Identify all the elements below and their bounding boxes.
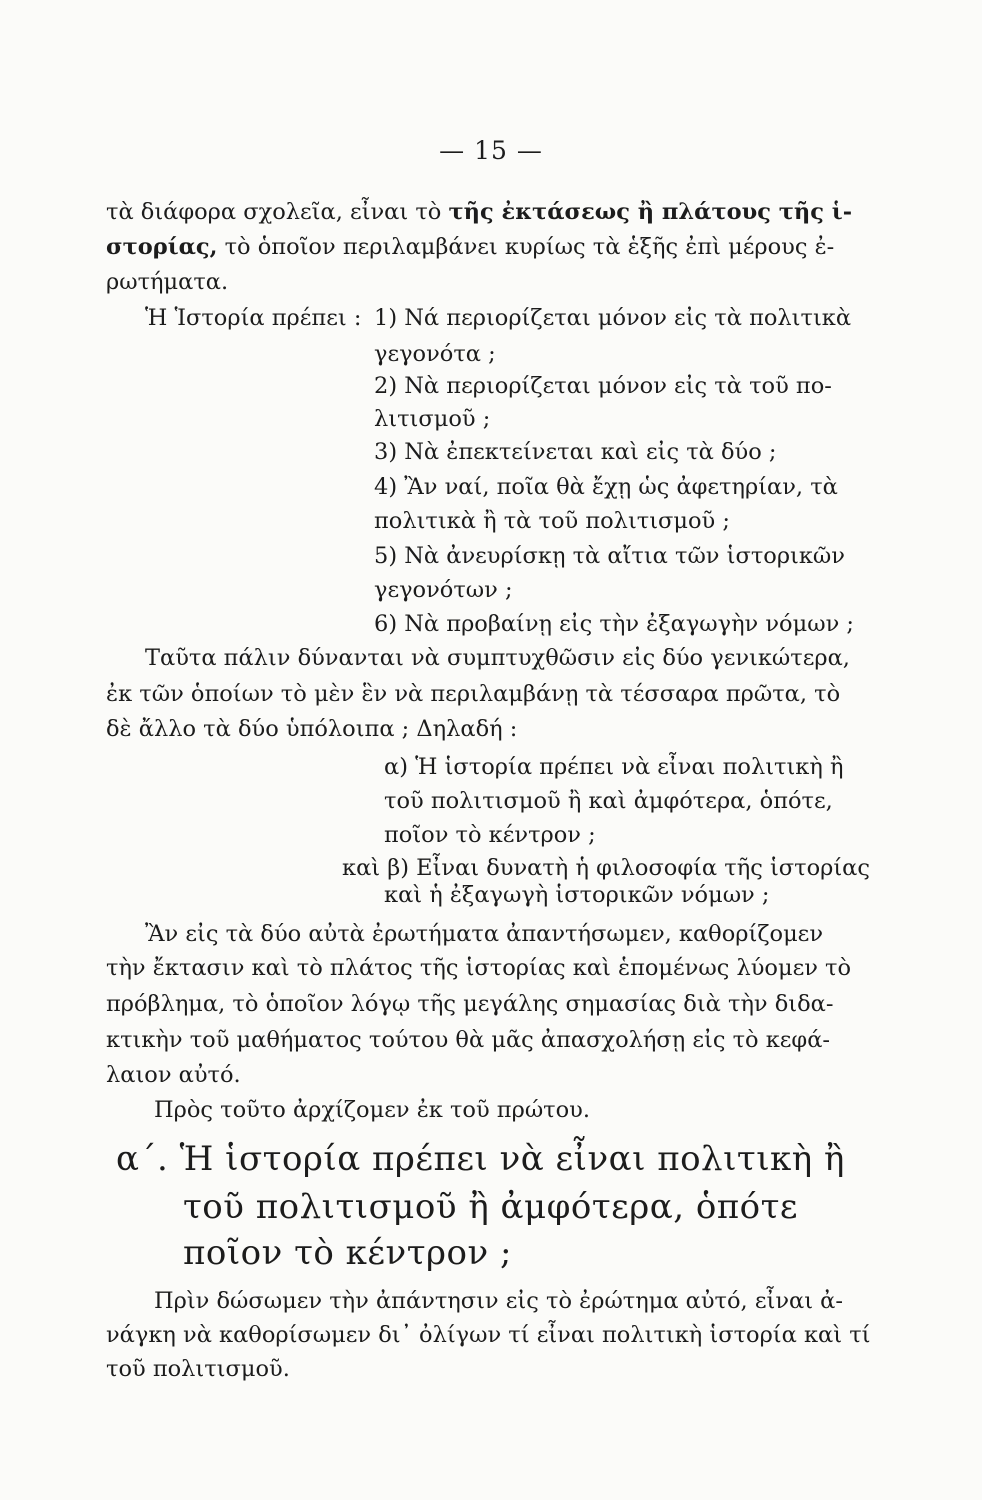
summary-line-2: τοῦ πολιτισμοῦ ἢ καὶ ἀμφότερα, ὁπότε, xyxy=(384,788,833,814)
list-line-9: γεγονότων ; xyxy=(374,577,513,603)
paragraph-3-line-3: πρόβλημα, τὸ ὁποῖον λόγῳ τῆς μεγάλης σημασίας διὰ τὴν διδα- xyxy=(106,991,834,1017)
list-line-4: λιτισμοῦ ; xyxy=(374,406,491,432)
list-line-3: 2) Νὰ περιορίζεται μόνον εἰς τὰ τοῦ πο- xyxy=(374,373,832,399)
list-line-2: γεγονότα ; xyxy=(374,341,496,367)
section-heading-line-2: τοῦ πολιτισμοῦ ἢ ἀμφότερα, ὁπότε xyxy=(183,1187,799,1227)
list-line-1: 1) Νά περιορίζεται μόνον εἰς τὰ πολιτικὰ xyxy=(374,305,852,331)
paragraph-1-line-1 xyxy=(106,197,852,227)
paragraph-1-bold-phrase: τῆς ἐκτάσεως ἢ πλάτους τῆς ἱ- xyxy=(448,199,853,225)
page-number: — 15 — xyxy=(439,136,543,165)
summary-line-5: καὶ ἡ ἐξαγωγὴ ἱστορικῶν νόμων ; xyxy=(384,882,770,908)
list-line-10: 6) Νὰ προβαίνῃ εἰς τὴν ἐξαγωγὴν νόμων ; xyxy=(374,611,854,637)
paragraph-1-bold-phrase-cont: στορίας, xyxy=(106,234,218,260)
paragraph-3-line-1: Ἂν εἰς τὰ δύο αὐτὰ ἐρωτήματα ἀπαντήσωμεν, καθορίζομεν xyxy=(145,921,824,947)
paragraph-3-line-2: τὴν ἔκτασιν καὶ τὸ πλάτος τῆς ἱστορίας καὶ ἑπομένως λύομεν τὸ xyxy=(106,955,852,981)
list-line-8: 5) Νὰ ἀνευρίσκῃ τὰ αἴτια τῶν ἱστορικῶν xyxy=(374,543,845,569)
paragraph-3-line-4: κτικὴν τοῦ μαθήματος τούτου θὰ μᾶς ἀπασχολήσῃ εἰς τὸ κεφά- xyxy=(106,1027,830,1053)
paragraph-5-line-2: νάγκη νὰ καθορίσωμεν δι᾿ ὀλίγων τί εἶναι πολιτικὴ ἱστορία καὶ τί xyxy=(106,1322,871,1348)
paragraph-1-text: τὸ ὁποῖον περιλαμβάνει κυρίως τὰ ἑξῆς ἐπὶ μέρους ἐ- xyxy=(217,234,835,260)
paragraph-5-line-1: Πρὶν δώσωμεν τὴν ἀπάντησιν εἰς τὸ ἐρώτημα αὐτό, εἶναι ἀ- xyxy=(154,1288,843,1314)
paragraph-5-line-3: τοῦ πολιτισμοῦ. xyxy=(106,1356,290,1382)
summary-line-4: καὶ β) Εἶναι δυνατὴ ἡ φιλοσοφία τῆς ἱστορίας xyxy=(342,855,870,881)
summary-line-3: ποῖον τὸ κέντρον ; xyxy=(384,822,596,848)
list-line-6: 4) Ἂν ναί, ποῖα θὰ ἔχῃ ὡς ἀφετηρίαν, τὰ xyxy=(374,474,838,500)
paragraph-2-line-2: ἐκ τῶν ὁποίων τὸ μὲν ἓν νὰ περιλαμβάνῃ τὰ τέσσαρα πρῶτα, τὸ xyxy=(106,681,841,707)
paragraph-1-line-2 xyxy=(106,232,834,262)
paragraph-1-text: τὰ διάφορα σχολεῖα, εἶναι τὸ xyxy=(106,199,449,225)
paragraph-1-line-3: ρωτήματα. xyxy=(106,269,229,295)
paragraph-3-line-5: λαιον αὐτό. xyxy=(106,1062,241,1088)
summary-line-1: α) Ἡ ἱστορία πρέπει νὰ εἶναι πολιτικὴ ἢ xyxy=(384,754,844,780)
paragraph-2-line-1: Ταῦτα πάλιν δύνανται νὰ συμπτυχθῶσιν εἰς δύο γενικώτερα, xyxy=(145,645,850,671)
section-heading-line-3: ποῖον τὸ κέντρον ; xyxy=(183,1233,512,1273)
section-heading-line-1: α΄. Ἡ ἱστορία πρέπει νὰ εἶναι πολιτικὴ ἢ xyxy=(116,1139,845,1179)
paragraph-4: Πρὸς τοῦτο ἀρχίζομεν ἐκ τοῦ πρώτου. xyxy=(154,1097,590,1123)
paragraph-2-line-3: δὲ ἄλλο τὰ δύο ὑπόλοιπα ; Δηλαδή : xyxy=(106,716,518,742)
list-intro: Ἡ Ἱστορία πρέπει : xyxy=(145,305,362,331)
list-line-7: πολιτικὰ ἢ τὰ τοῦ πολιτισμοῦ ; xyxy=(374,508,730,534)
list-line-5: 3) Νὰ ἐπεκτείνεται καὶ εἰς τὰ δύο ; xyxy=(374,439,777,465)
